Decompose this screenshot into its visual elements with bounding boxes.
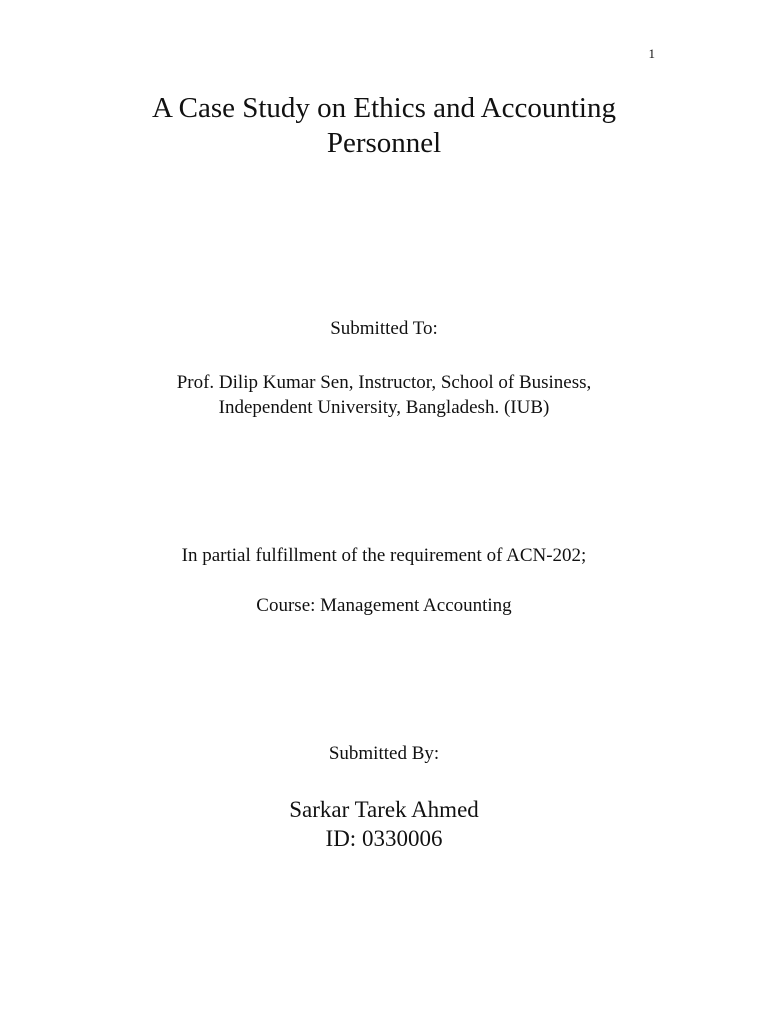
requirement-line: In partial fulfillment of the requirement of ACN-202;: [181, 545, 587, 566]
submitted-to-label: Submitted To:: [330, 318, 438, 339]
author-name: Sarkar Tarek Ahmed: [289, 797, 479, 822]
document-title: [0, 91, 768, 161]
page-number: 1: [648, 46, 655, 61]
instructor-line-2: Independent University, Bangladesh. (IUB): [218, 397, 550, 418]
title-line-1: A Case Study on Ethics and Accounting: [152, 92, 616, 124]
author-id: ID: 0330006: [325, 826, 443, 851]
title-line-2: Personnel: [326, 127, 442, 159]
submitted-by-label: Submitted By:: [328, 743, 440, 764]
course-line: Course: Management Accounting: [256, 595, 512, 616]
instructor-line-1: Prof. Dilip Kumar Sen, Instructor, School of Business,: [176, 372, 592, 393]
